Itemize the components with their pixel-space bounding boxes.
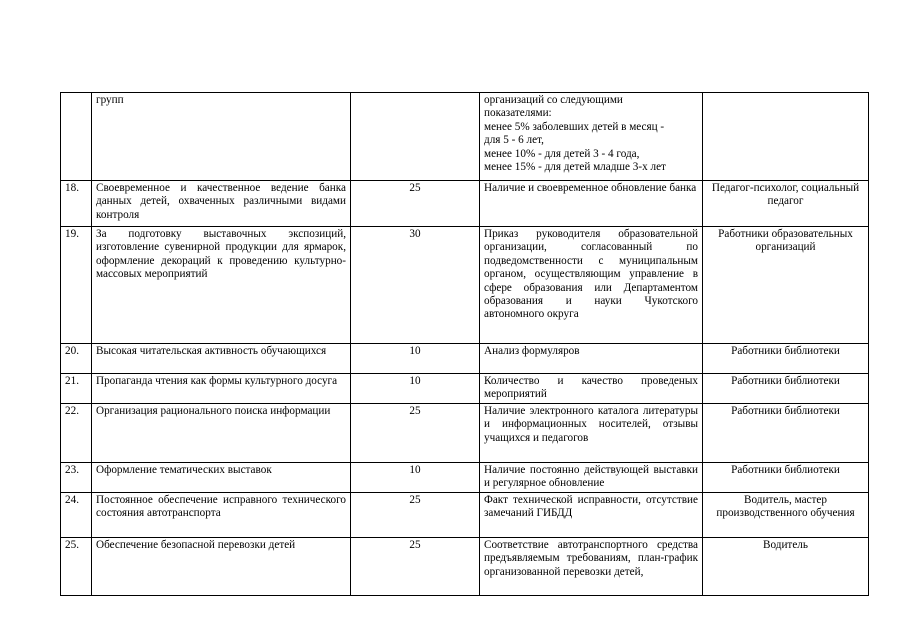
indicator-text: Соответствие автотранспортного средства предъявляемым требованиям, план-график организованной перевозки детей, (480, 538, 703, 596)
indicator-line: менее 5% заболевших детей в месяц - (484, 120, 665, 133)
indicator-line: для 5 - 6 лет, (484, 134, 544, 147)
table-row (61, 463, 869, 493)
table-row (61, 344, 869, 374)
responsible-text: Работники образовательных организаций (703, 227, 869, 344)
indicator-text: Наличие постоянно действующей выставки и регулярное обновление (480, 463, 703, 493)
responsible-text: Работники библиотеки (703, 344, 869, 374)
criteria-table-body (61, 93, 869, 596)
points-value: 25 (351, 493, 480, 538)
points-value: 25 (351, 181, 480, 227)
table-row (61, 493, 869, 538)
criterion-text: Организация рационального поиска информации (92, 404, 351, 463)
responsible-text: Водитель, мастер производственного обучения (703, 493, 869, 538)
row-number: 18. (61, 181, 92, 227)
row-number: 20. (61, 344, 92, 374)
points-value (351, 93, 480, 181)
indicator-text: Количество и качество проведеных мероприятий (480, 374, 703, 404)
row-number: 22. (61, 404, 92, 463)
indicator-line: менее 15% - для детей младше 3-х лет (484, 161, 666, 174)
indicator-line: организаций со следующими (484, 94, 623, 106)
indicator-text: Анализ формуляров (480, 344, 703, 374)
criterion-text: Высокая читательская активность обучающихся (92, 344, 351, 374)
criterion-text: Обеспечение безопасной перевозки детей (92, 538, 351, 596)
responsible-text: Водитель (703, 538, 869, 596)
criterion-text: Оформление тематических выставок (92, 463, 351, 493)
points-value: 10 (351, 344, 480, 374)
indicator-text: Факт технической исправности, отсутствие замечаний ГИБДД (480, 493, 703, 538)
table-row (61, 404, 869, 463)
criteria-table (60, 92, 869, 596)
responsible-text: Работники библиотеки (703, 404, 869, 463)
responsible-text: Работники библиотеки (703, 374, 869, 404)
criterion-text: групп (92, 93, 351, 181)
indicator-text (480, 93, 703, 181)
responsible-text (703, 93, 869, 181)
row-number (61, 93, 92, 181)
indicator-line: показателями: (484, 107, 552, 120)
table-row (61, 538, 869, 596)
points-value: 25 (351, 538, 480, 596)
table-row (61, 374, 869, 404)
indicator-text: Наличие и своевременное обновление банка (480, 181, 703, 227)
criterion-text: Своевременное и качественное ведение банка данных детей, охваченных различными видами контроля (92, 181, 351, 227)
row-number: 19. (61, 227, 92, 344)
row-number: 24. (61, 493, 92, 538)
points-value: 10 (351, 463, 480, 493)
table-row (61, 227, 869, 344)
table-row (61, 181, 869, 227)
row-number: 25. (61, 538, 92, 596)
row-number: 21. (61, 374, 92, 404)
points-value: 25 (351, 404, 480, 463)
row-number: 23. (61, 463, 92, 493)
points-value: 30 (351, 227, 480, 344)
indicator-text: Приказ руководителя образовательной организации, согласованный по подведомственности с муниципальным органом, осуществляющим управление в сфере образования или Департаментом образования и науки Чукотского автономного округа (480, 227, 703, 344)
criterion-text: Пропаганда чтения как формы культурного досуга (92, 374, 351, 404)
points-value: 10 (351, 374, 480, 404)
indicator-line: менее 10% - для детей 3 - 4 года, (484, 147, 640, 160)
table-row (61, 93, 869, 181)
criterion-text: За подготовку выставочных экспозиций, изготовление сувенирной продукции для ярмарок, оформление декораций к проведению культурно-массовых мероприятий (92, 227, 351, 344)
criterion-text: Постоянное обеспечение исправного технического состояния автотранспорта (92, 493, 351, 538)
responsible-text: Работники библиотеки (703, 463, 869, 493)
indicator-text: Наличие электронного каталога литературы и информационных носителей, отзывы учащихся и педагогов (480, 404, 703, 463)
responsible-text: Педагог-психолог, социальный педагог (703, 181, 869, 227)
